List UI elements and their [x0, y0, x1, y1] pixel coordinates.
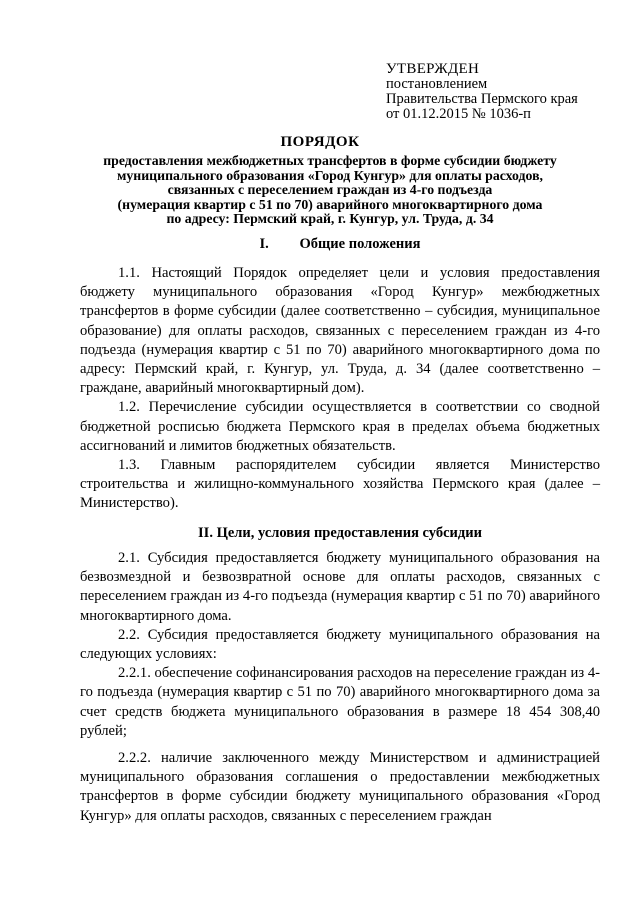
approval-stamp: УТВЕРЖДЕН — [386, 61, 480, 77]
paragraph: 1.3. Главным распорядителем субсидии является Министерство строительства и жилищно-коммунального хозяйства Пермского края (далее – Министерство). — [80, 457, 600, 512]
subtitle-line: муниципального образования «Город Кунгур» для оплаты расходов, — [116, 167, 543, 183]
subtitle-line: связанных с переселением граждан из 4-го подъезда — [167, 182, 493, 198]
paragraph: 1.2. Перечисление субсидии осуществляется в соответствии со сводной бюджетной росписью бюджета Пермского края в пределах объема бюджетных ассигнований и лимитов бюджетных обязательств. — [80, 399, 600, 454]
subtitle-line: предоставления межбюджетных трансфертов в форме субсидии бюджету — [103, 153, 557, 168]
paragraph: 1.1. Настоящий Порядок определяет цели и условия предоставления бюджету муниципального образования «Город Кунгур» межбюджетных трансфертов в форме субсидии (далее соответственно – субсидия, муниципальное образование) для оплаты расходов, связанных с переселением граждан из 4-го подъезда (нумерация квартир с 51 по 70) аварийного многоквартирного дома по адресу: Пермский край, г. Кунгур, ул. Труда, д. 34 (далее соответственно – граждане, аварийный многоквартирный дом). — [80, 265, 600, 397]
section-number: I. — [259, 236, 269, 252]
approval-line: постановлением — [386, 76, 488, 92]
paragraph: 2.2.2. наличие заключенного между Министерством и администрацией муниципального образования соглашения о предоставлении межбюджетных трансфертов в форме субсидии бюджету муниципального образования «Город Кунгур» для оплаты расходов, связанных с переселением граждан — [80, 750, 600, 824]
subtitle-line: по адресу: Пермский край, г. Кунгур, ул. Труда, д. 34 — [166, 211, 494, 227]
approval-block — [386, 62, 578, 122]
document-title: ПОРЯДОК — [280, 134, 360, 150]
subtitle-line: (нумерация квартир с 51 по 70) аварийного многоквартирного дома — [117, 196, 543, 212]
section-2-body — [80, 549, 600, 826]
paragraph: 2.1. Субсидия предоставляется бюджету муниципального образования на безвозмездной и безвозвратной основе для оплаты расходов, связанных с переселением граждан из 4-го подъезда (нумерация квартир с 51 по 70) аварийного многоквартирного дома. — [80, 550, 600, 624]
section-1-body — [80, 264, 600, 514]
section-2-heading: II. Цели, условия предоставления субсидии — [198, 525, 482, 541]
approval-line: Правительства Пермского края — [386, 91, 578, 107]
section-1-heading — [80, 236, 600, 253]
paragraph: 2.2. Субсидия предоставляется бюджету муниципального образования на следующих условиях: — [80, 626, 600, 663]
section-title: Общие положения — [299, 236, 421, 252]
approval-date-number: от 01.12.2015 № 1036-п — [386, 106, 531, 122]
paragraph: 2.2.1. обеспечение софинансирования расходов на переселение граждан из 4-го подъезда (нумерация квартир с 51 по 70) аварийного многоквартирного дома за счет средств бюджета муниципального образования в размере 18 454 308,40 рублей; — [80, 665, 600, 739]
document-subtitle — [70, 154, 590, 227]
